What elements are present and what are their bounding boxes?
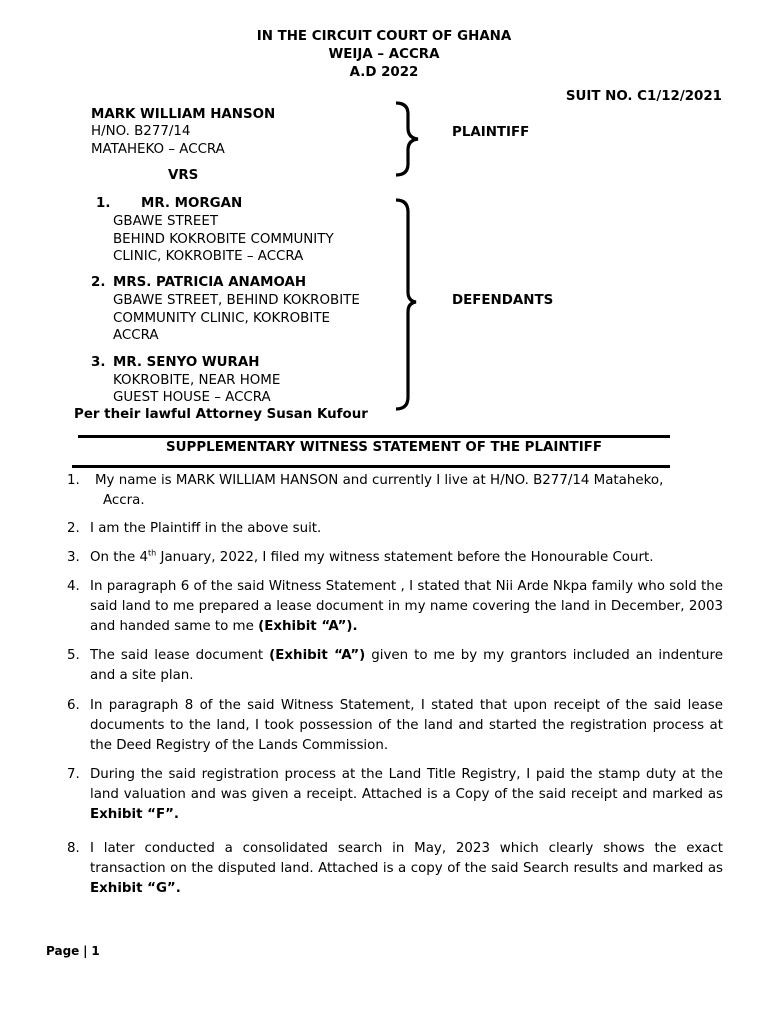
paragraph-text: I later conducted a consolidated search in May, 2023 which clearly shows the exact transaction on the disputed land. Attached is a copy of the said Search results and marked as Exhibit “G”.: [90, 841, 723, 896]
paragraph-number: 4.: [67, 579, 80, 594]
defendant-address-line: GUEST HOUSE – ACCRA: [113, 390, 271, 405]
exhibit-reference: (Exhibit “A”): [269, 648, 366, 663]
defendant-address-line: ACCRA: [113, 328, 159, 343]
defendant-address-line: KOKROBITE, NEAR HOME: [113, 373, 281, 388]
statement-title: SUPPLEMENTARY WITNESS STATEMENT OF THE PLAINTIFF: [166, 440, 602, 455]
attorney-line: Per their lawful Attorney Susan Kufour: [74, 407, 368, 422]
page-separator: |: [83, 944, 88, 958]
defendant-name: MRS. PATRICIA ANAMOAH: [113, 275, 307, 290]
defendant-number: 3.: [91, 355, 106, 370]
defendant-address-line: GBAWE STREET: [113, 214, 219, 229]
paragraph-number: 7.: [67, 767, 80, 782]
paragraph-number: 2.: [67, 521, 80, 536]
plaintiff-name: MARK WILLIAM HANSON: [91, 107, 276, 122]
paragraph-text: During the said registration process at the Land Title Registry, I paid the stamp duty at the land valuation and was given a receipt. Attached is a Copy of the said receipt and marked as Exhibit “F”.: [90, 767, 723, 822]
defendant-address-line: GBAWE STREET, BEHIND KOKROBITE: [113, 293, 360, 308]
paragraph-number: 1.: [67, 473, 80, 488]
plaintiff-label: PLAINTIFF: [452, 125, 530, 140]
exhibit-reference: Exhibit “F”.: [90, 807, 179, 822]
suit-number: SUIT NO. C1/12/2021: [565, 89, 722, 104]
paragraph-text: Accra.: [103, 493, 145, 508]
paragraph-text: In paragraph 8 of the said Witness Statement, I stated that upon receipt of the said lease documents to the land, I took possession of the land and started the registration process at the Deed Registry of the Lands Commission.: [90, 698, 723, 753]
rule-bottom: [72, 465, 670, 468]
exhibit-reference: Exhibit “G”.: [90, 881, 181, 896]
paragraph-text: I am the Plaintiff in the above suit.: [90, 521, 322, 536]
court-location: WEIJA – ACCRA: [328, 47, 440, 62]
paragraph-number: 3.: [67, 550, 80, 565]
defendant-name: MR. SENYO WURAH: [113, 355, 260, 370]
defendant-address-line: BEHIND KOKROBITE COMMUNITY: [113, 232, 334, 247]
defendants-brace: [390, 192, 426, 418]
exhibit-reference: (Exhibit “A”).: [258, 619, 358, 634]
paragraph-number: 8.: [67, 841, 80, 856]
defendant-name: MR. MORGAN: [141, 196, 243, 211]
page-footer: [46, 944, 100, 958]
defendant-number: 1.: [96, 196, 111, 211]
paragraph-text: In paragraph 6 of the said Witness Statement , I stated that Nii Arde Nkpa family who sold the said land to me prepared a lease document in my name covering the land in December, 2003 and handed same to me (Exhibit “A”).: [90, 579, 723, 634]
paragraph-text: The said lease document (Exhibit “A”) given to me by my grantors included an indenture and a site plan.: [90, 648, 723, 683]
defendants-label: DEFENDANTS: [452, 293, 554, 308]
paragraph-number: 6.: [67, 698, 80, 713]
defendant-number: 2.: [91, 275, 106, 290]
plaintiff-address-line: MATAHEKO – ACCRA: [91, 142, 225, 157]
paragraph-text: My name is MARK WILLIAM HANSON and currently I live at H/NO. B277/14 Mataheko,: [95, 473, 664, 488]
court-year: A.D 2022: [349, 65, 419, 80]
page-label: Page: [46, 944, 80, 958]
versus-label: VRS: [168, 168, 199, 183]
paragraph-number: 5.: [67, 648, 80, 663]
court-title: IN THE CIRCUIT COURT OF GHANA: [256, 29, 512, 44]
plaintiff-brace: [388, 96, 428, 182]
plaintiff-address-line: H/NO. B277/14: [91, 124, 191, 139]
page-number: 1: [91, 944, 100, 958]
defendant-address-line: COMMUNITY CLINIC, KOKROBITE: [113, 311, 330, 326]
rule-top: [78, 435, 670, 438]
paragraph-text: On the 4th January, 2022, I filed my witness statement before the Honourable Court.: [90, 548, 654, 565]
defendant-address-line: CLINIC, KOKROBITE – ACCRA: [113, 249, 304, 264]
